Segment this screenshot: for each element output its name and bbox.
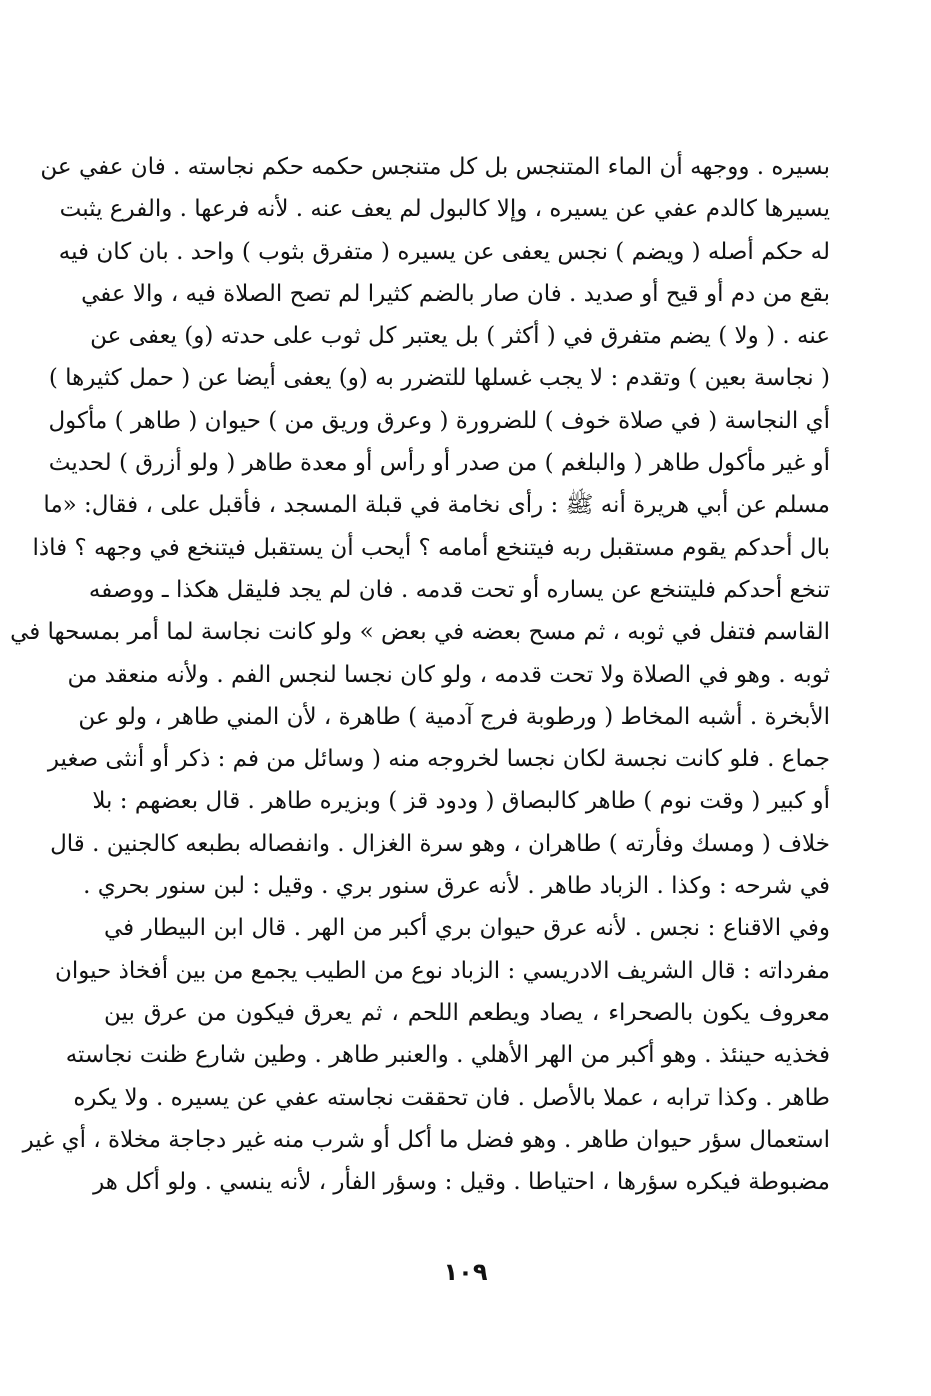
text-line: طاهر . وكذا ترابه ، عملا بالأصل . فان تحققت نجاسته عفي عن يسيره . ولا يكره xyxy=(73,1084,830,1111)
text-line: بقع من دم أو قيح أو صديد . فان صار بالضم كثيرا لم تصح الصلاة فيه ، والا عفي xyxy=(81,280,830,307)
text-line: بسيره . ووجهه أن الماء المتنجس بل كل متنجس حكمه حكم نجاسته . فان عفي عن xyxy=(40,154,830,180)
text-line: في شرحه : وكذا . الزباد طاهر . لأنه عرق سنور بري . وقيل : لبن سنور بحري . xyxy=(83,873,830,900)
text-line: أو غير مأكول طاهر ( والبلغم ) من صدر أو رأس أو معدة طاهر ( ولو أزرق ) لحديث xyxy=(48,450,830,477)
text-line: جماع . فلو كانت نجسة لكان نجسا لخروجه منه ( وسائل من فم : ذكر أو أنثى صغير xyxy=(47,746,830,773)
text-line: خلاف ( ومسك وفأرته ) طاهران ، وهو سرة الغزال . وانفصاله بطبعه كالجنين . قال xyxy=(50,830,830,857)
text-line: ( نجاسة بعين ) وتقدم : لا يجب غسلها للتضرر به (و) يعفى أيضا عن ( حمل كثيرها ) xyxy=(48,365,830,392)
text-line: ثوبه . وهو في الصلاة ولا تحت قدمه ، ولو كان نجسا لنجس الفم . ولأنه منعقد من xyxy=(67,661,830,688)
text-line: فخذيه حينئذ . وهو أكبر من الهر الأهلي . والعنبر طاهر . وطين شارع ظنت نجاسته xyxy=(65,1042,830,1069)
text-line: مضبوطة فيكره سؤرها ، احتياطا . وقيل : وسؤر الفأر ، لأنه ينسي . ولو أكل هر xyxy=(93,1169,830,1196)
text-line: القاسم فتفل في ثوبه ، ثم مسح بعضه في بعض » ولو كانت نجاسة لما أمر بمسحها في xyxy=(10,619,830,646)
text-line: عنه . ( ولا ) يضم متفرق في ( أكثر ) بل يعتبر كل ثوب على حدته (و) يعفى عن xyxy=(90,323,830,350)
body-text xyxy=(10,146,830,1203)
text-line: يسيرها كالدم عفي عن يسيره ، وإلا كالبول لم يعف عنه . لأنه فرعها . والفرع يثبت xyxy=(59,196,830,223)
text-line: معروف يكون بالصحراء ، يصاد ويطعم اللحم ، ثم يعرق فيكون من عرق بين xyxy=(104,999,830,1026)
text-line: تنخع أحدكم فليتنخع عن يساره أو تحت قدمه . فان لم يجد فليقل هكذا ـ ووصفه xyxy=(88,576,830,603)
text-line: بال أحدكم يقوم مستقبل ربه فيتنخع أمامه ؟ أيحب أن يستقبل فيتنخع في وجهه ؟ فاذا xyxy=(32,534,830,561)
text-line: استعمال سؤر حيوان طاهر . وهو فضل ما أكل أو شرب منه غير دجاجة مخلاة ، أي غير xyxy=(22,1126,830,1153)
text-line: أو كبير ( وقت نوم ) طاهر كالبصاق ( ودود قز ) وبزيره طاهر . قال بعضهم : بلا xyxy=(92,788,830,815)
text-line: أي النجاسة ( في صلاة خوف ) للضرورة ( وعرق وريق من ) حيوان ( طاهر ) مأكول xyxy=(48,407,830,434)
text-line: مسلم عن أبي هريرة أنه ﷺ : رأى نخامة في قبلة المسجد ، فأقبل على ، فقال: «ما xyxy=(43,492,830,519)
text-line: له حكم أصله ( ويضم ) نجس يعفى عن يسيره ( متفرق بثوب ) واحد . بان كان فيه xyxy=(58,238,830,265)
text-line: مفرداته : قال الشريف الادريسي : الزباد نوع من الطيب يجمع من بين أفخاذ حيوان xyxy=(55,957,830,984)
page-number: ١٠٩ xyxy=(443,1258,488,1286)
text-line: الأبخرة . أشبه المخاط ( ورطوبة فرج آدمية ) طاهرة ، لأن المني طاهر ، ولو عن xyxy=(78,703,830,730)
text-line: وفي الاقناع : نجس . لأنه عرق حيوان بري أكبر من الهر . قال ابن البيطار في xyxy=(104,915,830,942)
